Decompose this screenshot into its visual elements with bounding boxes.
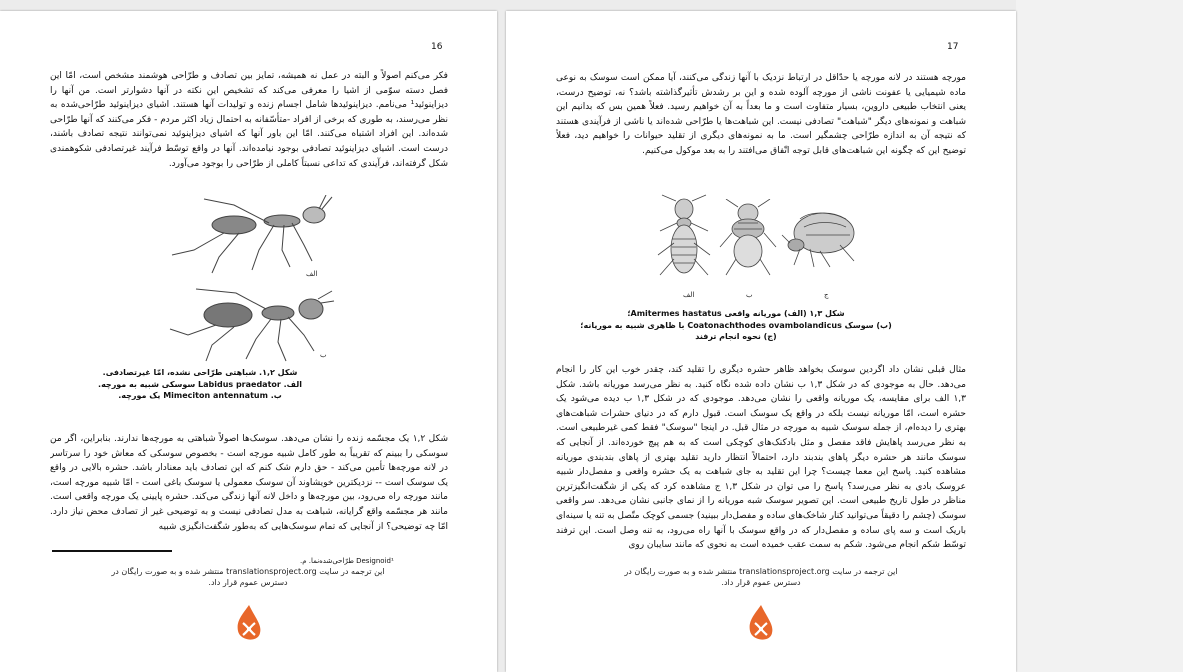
page-number: 17 (947, 42, 959, 52)
figure-label-a: الف (306, 270, 318, 278)
translations-project-logo-icon (232, 603, 266, 647)
footnote-divider (52, 550, 172, 552)
figure-termite-illustration (654, 193, 714, 283)
publisher-note (596, 567, 926, 588)
figure-ant-beetle-illustration (164, 195, 334, 275)
figure-label-b: ب (746, 291, 753, 299)
body-paragraph: فکر می‌کنم اصولاً و البته در عمل نه همیشه، تمایز بین تصادف و طرّاحی هوشمند مشخص است، امّا این فصل دسته سوّمی از اشیا را معرفی می‌کند که تشخیص این نکته در آنها دشوارتر است. من آنها را دیزاینوئید¹ می‌نامم. دیزاینوئیدها شامل اجسام زنده و تولیدات آنها هستند. اشیای دیزاینوئید طرّاحی‌شده به نظر می‌رسند، به طوری که برخی از افراد -متأسّفانه به احتمال زیاد اکثر مردم - فکر می‌کنند که آنها طرّاحی شده‌اند. این افراد اشتباه می‌کنند. امّا این باور آنها که اشیای دیزاینوئید نمی‌توانند نتیجه تصادف باشند، درست است. اشیای دیزاینوئید تصادفی بوجود نیامده‌اند. آنها در واقع توسّط فرآیند غیرتصادفی شکوهمندی شکل گرفته‌اند، فرآیندی که تداعی نسبتاً کاملی از طرّاحی را بوجود می‌آورد. (50, 71, 448, 169)
body-paragraph: مورچه هستند در لانه مورچه یا حدّاقل در ارتباط نزدیک با آنها زندگی می‌کنند، آیا ممکن است سوسک به نوعی ماده شیمیایی یا عفونت ناشی از مورچه آلوده شده و این بر رشدش تأثیرگذاشته باشد؟ نه، توضیح درست، یعنی انتخاب طبیعی داروین، بسیار متفاوت است و ما بعداً به آن خواهیم رسید. فعلاً همین بس که بدانیم این شباهت و نمونه‌های دیگر "شباهت" تصادفی نیست. این شباهت‌ها یا طرّاحی شده‌اند یا ناشی از فرآیندی هستند که نتیجه آن به اندازه طرّاحی چشمگیر است. ما به نمونه‌های دیگری از تقلید حیوانات را خواهیم دید، فعلاً توضیح این که چگونه این شباهت‌های قابل توجه اتّفاق می‌افتند را به بعد موکول می‌کنیم. (556, 73, 966, 156)
document-page-17 (506, 11, 1016, 672)
body-paragraph: مثال قبلی نشان داد اگردین سوسک بخواهد ظاهر حشره دیگری را تقلید کند، چقدر خوب این کار را انجام می‌دهد. حال به موجودی که در شکل ۱,۳ ب نشان داده شده نگاه کنید. به نظر می‌رسد موریانه باشد. شکل ۱,۳ الف برای مقایسه، یک موریانه واقعی را نشان می‌دهد. موجودی که در شکل ۱,۳ ب دیده می‌شود یک حشره است، امّا موریانه نیست بلکه در واقع یک سوسک است. قبول دارم که در دنیای حشرات شباهت‌های بهتری را دیده‌ام، از جمله سوسک شبیه به مورچه در مثال قبل. در اینجا "سوسک" فقط کمی غیرطبیعی است. به نظر می‌رسد پاهایش فاقد مفصل و مثل بادکنک‌های کوچکی است که به هم پیچ خورده‌اند. از آنجایی که سوسک مانند هر حشره دیگر پاهای بندبند دارد، احتمالاً انتظار دارید تقلید بهتری از پاهای بندبندی موریانه مشاهده کنید. پاسخ این معما چیست؟ چرا این تقلید به جای شباهت به یک حشره واقعی و مفصل‌دار شبیه عروسک بادی به نظر می‌رسد؟ پاسخ را می توان در شکل ۱,۳ ج مشاهده کرد که یکی از شگفت‌انگیزترین مناظر در طول تاریخ طبیعی است. این تصویر سوسک شبه موریانه را از نمای جانبی نشان می‌دهد. سر واقعی سوسک (چشم را دقیقاً می‌توانید کنار شاخک‌های ساده و مفصل‌دار ببینید) جسمی کوچک متّصل به تنه یا سینه‌ای باریک است و سه پای ساده و مفصل‌دار که در واقع سوسک با آنها راه می‌رود، به تنه وصل است. این ترفند توسّط شکم انجام می‌شود. شکم به سمت عقب خمیده است به نحوی که مانند سایبان روی (556, 365, 966, 551)
figure-termite-like-beetle-illustration (718, 199, 778, 279)
publisher-note (88, 567, 408, 588)
publisher-note-line: این ترجمه در سایت translationsproject.org منتشر شده و به صورت رایگان در (111, 567, 385, 576)
caption-line: شکل ۱,۲. شباهتی طرّاحی نشده، امّا غیرتصادفی. (102, 368, 298, 377)
caption-line: ب. Mimeciton antennatum یک مورچه. (118, 391, 282, 400)
caption-line: (ب) سوسک Coatonachthodes ovambolandicus با ظاهری شبیه به موریانه؛ (580, 320, 892, 330)
figure-caption (576, 308, 896, 343)
viewer-background (1016, 0, 1183, 672)
translations-project-logo-icon (744, 603, 778, 647)
body-paragraph: شکل ۱,۲ یک مجسّمه زنده را نشان می‌دهد. سوسک‌ها اصولاً شباهتی به مورچه‌ها ندارند. بنابراین، اگر من سوسکی را ببینم که تقریباً به طور کامل شبیه مورچه است - بخصوص سوسکی که معاش خود را سرتاسر در لانه مورچه‌ها تأمین می‌کند - حق دارم شک کنم که این تصادف باید معنادار باشد. حشره بالایی در واقع یک سوسک است -- نزدیکترین خویشاوند آن سوسک معمولی یا سوسک باغی است - امّا شبیه مورچه است، مانند مورچه راه می‌رود، بین مورچه‌ها و داخل لانه آنها زندگی می‌کند. حشره پایینی یک مورچه واقعی است. مانند هر مجسّمه واقع گرایانه، شباهت به مدل تصادفی نیست و به توضیحی غیر از تصادف محض نیاز دارد. امّا چه توضیحی؟ از آنجایی که تمام سوسک‌هایی که به‌طور شگفت‌انگیزی شبیه (50, 434, 448, 532)
caption-line: الف. Labidus praedator سوسکی شبیه به مورچه. (98, 379, 302, 389)
page-number: 16 (431, 42, 443, 52)
publisher-note-line: این ترجمه در سایت translationsproject.org منتشر شده و به صورت رایگان در (624, 567, 898, 576)
publisher-note-line: دسترس عموم قرار داد. (208, 577, 288, 587)
caption-line: شکل ۱,۳ (الف) موریانه واقعی Amitermes hastatus؛ (627, 309, 845, 318)
figure-label-b: ب (320, 351, 327, 359)
footnote: Designoid¹ طرّاحی‌شده‌نما. م. (300, 557, 394, 565)
figure-beetle-side-view-illustration (780, 205, 864, 271)
figure-label-a: الف (683, 291, 695, 299)
figure-caption (60, 367, 340, 402)
caption-line: (ج) نحوه انجام ترفند (695, 332, 777, 341)
document-page-16 (0, 11, 497, 672)
figure-label-c: ج (824, 291, 829, 299)
figure-ant-illustration (166, 287, 336, 363)
publisher-note-line: دسترس عموم قرار داد. (721, 577, 801, 587)
